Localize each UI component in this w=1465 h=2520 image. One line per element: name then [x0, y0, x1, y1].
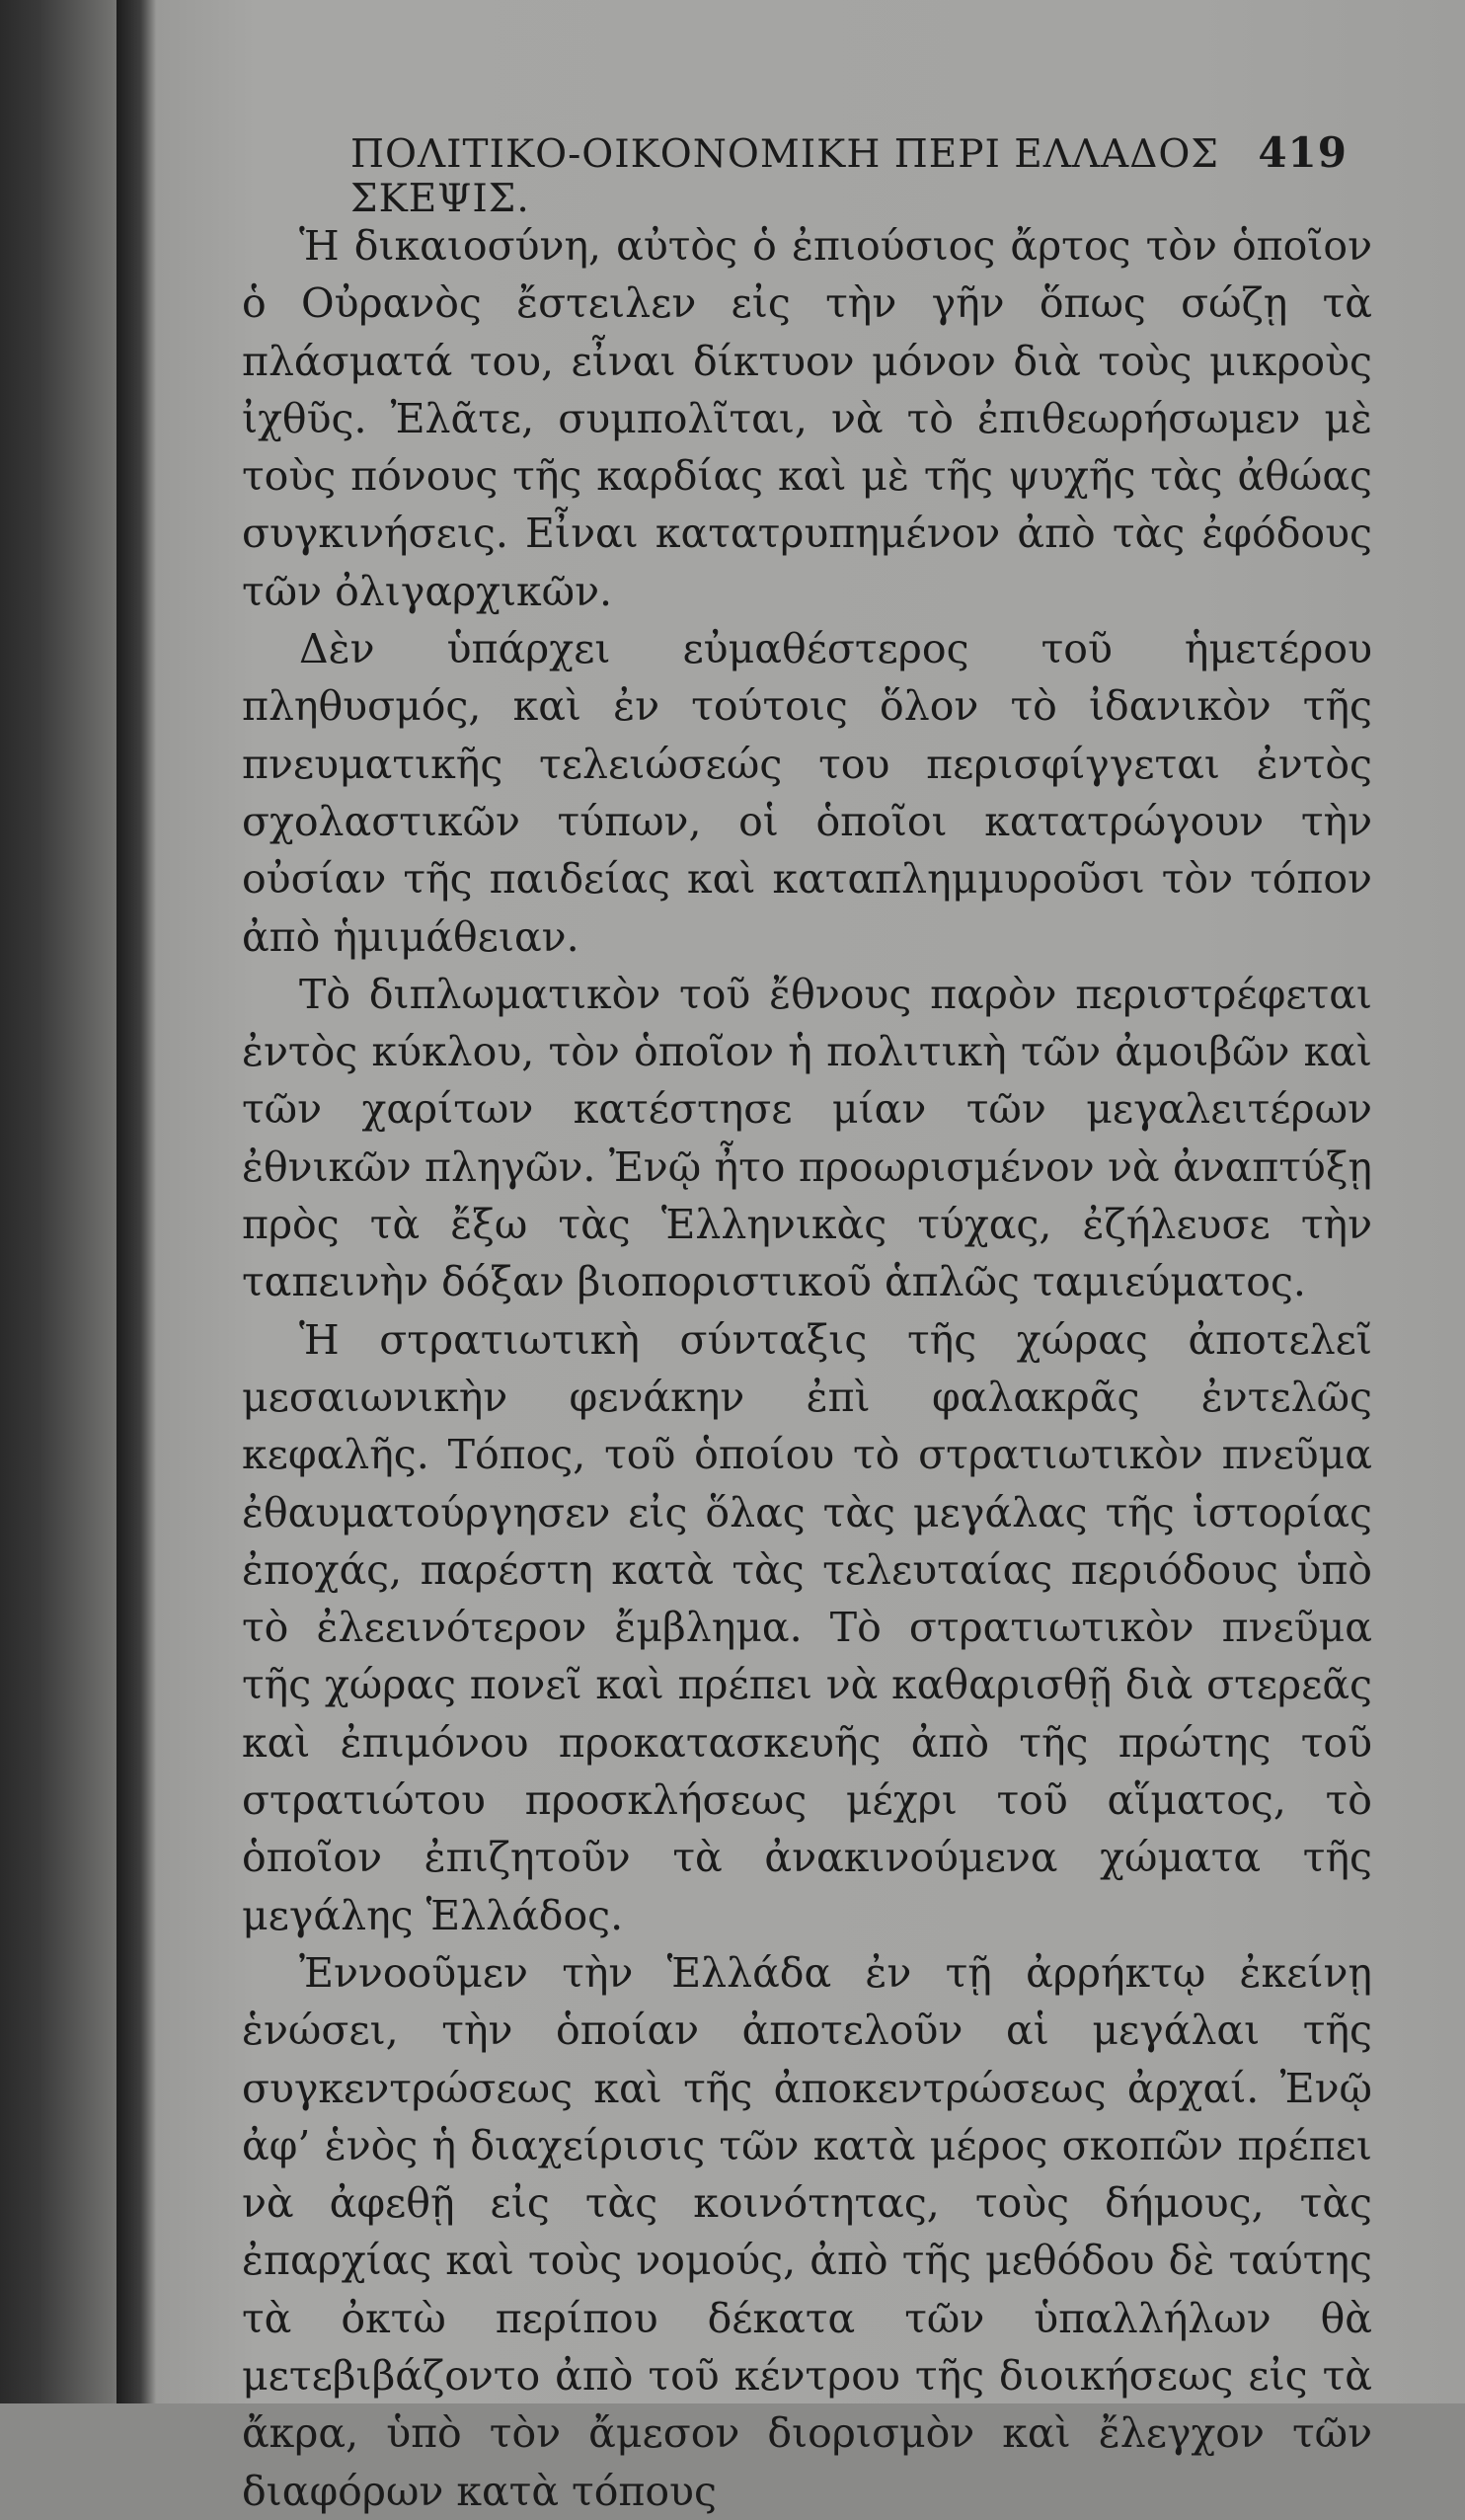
body-text: [242, 217, 1372, 2520]
paragraph-education: Δὲν ὑπάρχει εὐμαθέστερος τοῦ ἡμετέρου πληθυσμός, καὶ ἐν τούτοις ὅλον τὸ ἰδανικὸν τῆς πνευματικῆς τελειώσεώς του περισφίγγεται ἐντὸς σχολαστικῶν τύπων, οἱ ὁποῖοι κατατρώγουν τὴν οὐσίαν τῆς παιδείας καὶ καταπλημμυροῦσι τὸν τόπον ἀπὸ ἡμιμάθειαν.: [242, 625, 1372, 961]
paragraph-justice: Ἡ δικαιοσύνη, αὐτὸς ὁ ἐπιούσιος ἄρτος τὸν ὁποῖον ὁ Οὐρανὸς ἔστειλεν εἰς τὴν γῆν ὅπως σώζῃ τὰ πλάσματά του, εἶναι δίκτυον μόνον διὰ τοὺς μικροὺς ἰχθῦς. Ἐλᾶτε, συμπολῖται, νὰ τὸ ἐπιθεωρήσωμεν μὲ τοὺς πόνους τῆς καρδίας καὶ μὲ τῆς ψυχῆς τὰς ἀθώας συγκινήσεις. Εἶναι κατατρυπημένον ἀπὸ τὰς ἐφόδους τῶν ὀλιγαρχικῶν.: [242, 222, 1372, 615]
page-content: [242, 109, 1372, 2515]
running-header: [350, 128, 1348, 221]
running-title: ΠΟΛΙΤΙΚΟ-ΟΙΚΟΝΟΜΙΚΗ ΠΕΡΙ ΕΛΛΑΔΟΣ ΣΚΕΨΙΣ.: [350, 132, 1219, 221]
book-gutter-shadow: [116, 0, 156, 2403]
paragraph-administration: Ἐννοοῦμεν τὴν Ἑλλάδα ἐν τῇ ἀρρήκτῳ ἐκείνῃ ἑνώσει, τὴν ὁποίαν ἀποτελοῦν αἱ μεγάλαι τῆς συγκεντρώσεως καὶ τῆς ἀποκεντρώσεως ἀρχαί. Ἐνῷ ἀφ’ ἑνὸς ἡ διαχείρισις τῶν κατὰ μέρος σκοπῶν πρέπει νὰ ἀφεθῇ εἰς τὰς κοινότητας, τοὺς δήμους, τὰς ἐπαρχίας καὶ τοὺς νομούς, ἀπὸ τῆς μεθόδου δὲ ταύτης τὰ ὀκτὼ περίπου δέκατα τῶν ὑπαλλήλων θὰ μετεβιβάζοντο ἀπὸ τοῦ κέντρου τῆς διοικήσεως εἰς τὰ ἄκρα, ὑπὸ τὸν ἄμεσον διορισμὸν καὶ ἔλεγχον τῶν διαφόρων κατὰ τόπους: [242, 1948, 1372, 2515]
page-number: 419: [1258, 128, 1348, 177]
paragraph-military: Ἡ στρατιωτικὴ σύνταξις τῆς χώρας ἀποτελεῖ μεσαιωνικὴν φενάκην ἐπὶ φαλακρᾶς ἐντελῶς κεφαλῆς. Τόπος, τοῦ ὁποίου τὸ στρατιωτικὸν πνεῦμα ἐθαυματούργησεν εἰς ὅλας τὰς μεγάλας τῆς ἱστορίας ἐποχάς, παρέστη κατὰ τὰς τελευταίας περιόδους ὑπὸ τὸ ἐλεεινότερον ἔμβλημα. Τὸ στρατιωτικὸν πνεῦμα τῆς χώρας πονεῖ καὶ πρέπει νὰ καθαρισθῇ διὰ στερεᾶς καὶ ἐπιμόνου προκατασκευῆς ἀπὸ τῆς πρώτης τοῦ στρατιώτου προσκλήσεως μέχρι τοῦ αἵματος, τὸ ὁποῖον ἐπιζητοῦν τὰ ἀνακινούμενα χώματα τῆς μεγάλης Ἑλλάδος.: [242, 1315, 1372, 1939]
paragraph-diplomacy: Τὸ διπλωματικὸν τοῦ ἔθνους παρὸν περιστρέφεται ἐντὸς κύκλου, τὸν ὁποῖον ἡ πολιτικὴ τῶν ἀμοιβῶν καὶ τῶν χαρίτων κατέστησε μίαν τῶν μεγαλειτέρων ἐθνικῶν πληγῶν. Ἐνῷ ἦτο προωρισμένον νὰ ἀναπτύξῃ πρὸς τὰ ἔξω τὰς Ἑλληνικὰς τύχας, ἐζήλευσε τὴν ταπεινὴν δόξαν βιοποριστικοῦ ἁπλῶς ταμιεύματος.: [242, 970, 1372, 1306]
